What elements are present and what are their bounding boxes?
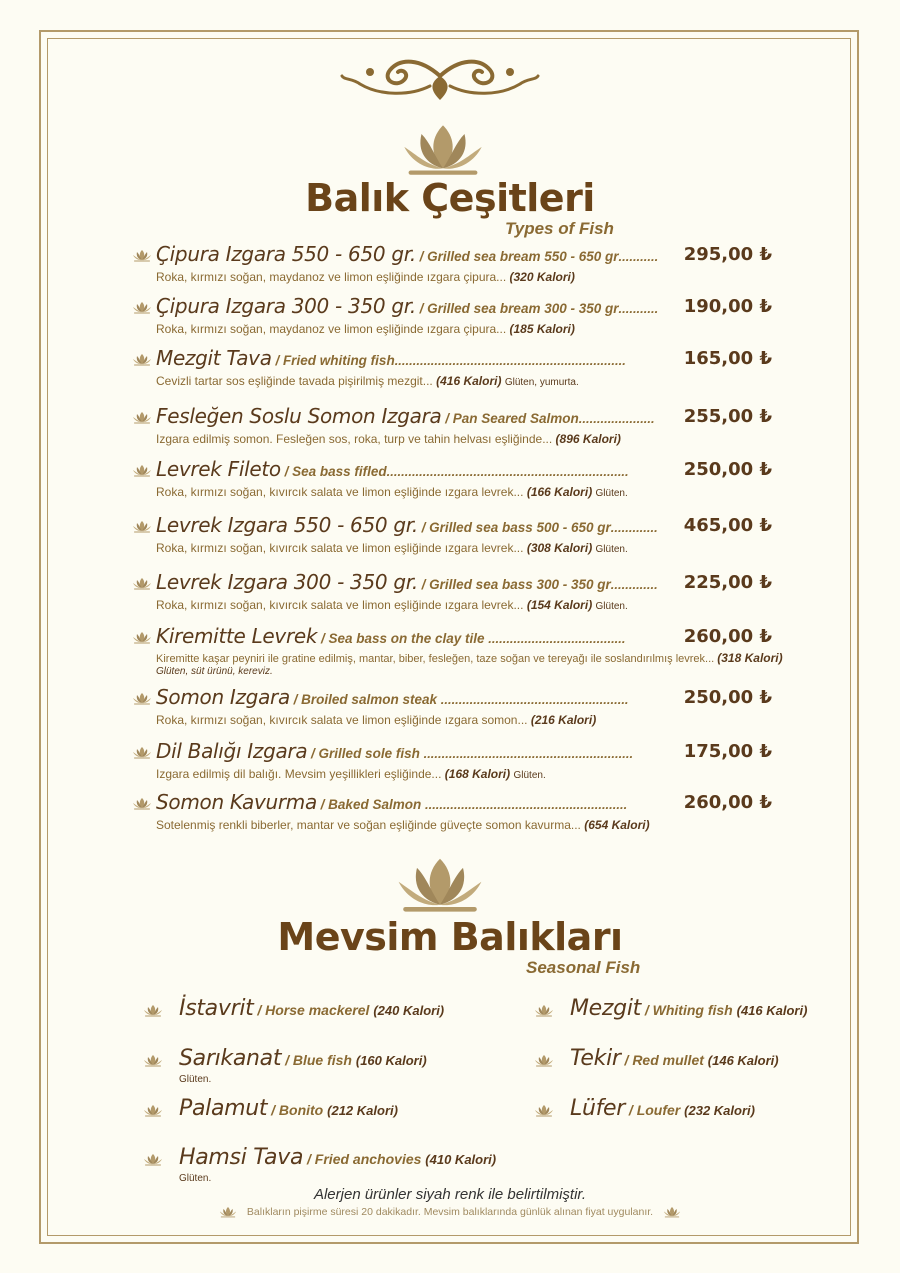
seasonal-item-name: İstavrit xyxy=(179,996,254,1021)
allergen-note: Alerjen ürünler siyah renk ile belirtilmiştir. xyxy=(313,1186,587,1203)
menu-item xyxy=(132,570,772,612)
item-allergen: Glüten. xyxy=(513,770,546,781)
seasonal-item-calories: (410 Kalori) xyxy=(425,1152,497,1167)
item-english-name: / Sea bass fifled xyxy=(280,464,387,479)
menu-item xyxy=(132,624,783,677)
lotus-bullet-icon xyxy=(534,1104,554,1117)
seasonal-item-calories: (416 Kalori) xyxy=(736,1003,808,1018)
item-calories: (896 Kalori) xyxy=(555,432,621,446)
item-price: 255,00 ₺ xyxy=(683,406,772,427)
seasonal-item-calories: (160 Kalori) xyxy=(355,1053,427,1068)
seasonal-item-name: Hamsi Tava xyxy=(179,1145,304,1170)
item-price: 165,00 ₺ xyxy=(683,348,772,369)
item-description: Cevizli tartar sos eşliğinde tavada pişirilmiş mezgit... xyxy=(156,374,433,388)
item-description: Izgara edilmiş somon. Fesleğen sos, roka, turp ve tahin helvası eşliğinde... xyxy=(156,432,553,446)
seasonal-item-english: / Bonito xyxy=(267,1102,328,1118)
seasonal-item-name: Lüfer xyxy=(570,1096,626,1121)
item-price: 175,00 ₺ xyxy=(683,741,772,762)
ornament-icon xyxy=(340,56,540,106)
item-english-name: / Pan Seared Salmon xyxy=(441,411,579,426)
item-dots: ................................................................... xyxy=(386,464,629,479)
item-allergen: Glüten. xyxy=(595,488,628,499)
item-calories: (216 Kalori) xyxy=(530,713,597,727)
seasonal-item-calories: (232 Kalori) xyxy=(684,1103,755,1118)
lotus-logo-icon xyxy=(400,120,486,178)
item-name: Somon Kavurma xyxy=(156,790,317,814)
seasonal-item-english: / Blue fish xyxy=(281,1052,356,1068)
menu-item xyxy=(132,685,772,727)
item-allergen: Glüten, süt ürünü, kereviz. xyxy=(156,666,273,677)
lotus-bullet-icon xyxy=(132,631,152,644)
lotus-bullet-icon xyxy=(132,746,152,759)
item-calories: (168 Kalori) xyxy=(444,767,511,781)
item-calories: (308 Kalori) xyxy=(526,541,593,555)
item-dots: ........... xyxy=(618,301,659,316)
cooking-note: Balıkların pişirme süresi 20 dakikadır. Mevsim balıklarında günlük alınan fiyat uygulanır. xyxy=(246,1206,654,1218)
menu-item xyxy=(132,739,772,781)
menu-item xyxy=(132,457,772,499)
seasonal-subtitle: Seasonal Fish xyxy=(526,958,641,977)
menu-item xyxy=(132,346,772,388)
lotus-bullet-icon xyxy=(143,1104,163,1117)
item-price: 225,00 ₺ xyxy=(683,572,772,593)
item-price: 465,00 ₺ xyxy=(683,515,772,536)
seasonal-item-allergen: Glüten. xyxy=(179,1074,212,1085)
seasonal-item-english: / Horse mackerel xyxy=(253,1002,374,1018)
item-english-name: / Broiled salmon steak xyxy=(289,692,441,707)
lotus-bullet-icon xyxy=(132,353,152,366)
seasonal-item-english: / Loufer xyxy=(625,1102,685,1118)
item-price: 295,00 ₺ xyxy=(683,244,772,265)
item-english-name: / Grilled sole fish xyxy=(307,746,424,761)
seasonal-item-calories: (212 Kalori) xyxy=(327,1103,398,1118)
item-price: 250,00 ₺ xyxy=(683,687,772,708)
lotus-bullet-icon xyxy=(132,464,152,477)
item-description: Roka, kırmızı soğan, kıvırcık salata ve limon eşliğinde ızgara levrek... xyxy=(156,541,524,555)
item-calories: (185 Kalori) xyxy=(509,322,575,336)
lotus-bullet-icon xyxy=(663,1206,681,1218)
item-english-name: / Baked Salmon xyxy=(316,797,425,812)
seasonal-title: Mevsim Balıkları xyxy=(277,915,623,959)
item-price: 250,00 ₺ xyxy=(683,459,772,480)
item-calories: (320 Kalori) xyxy=(509,270,575,284)
item-english-name: / Grilled sea bream 550 - 650 gr xyxy=(415,249,619,264)
item-calories: (318 Kalori) xyxy=(717,651,783,665)
item-name: Kiremitte Levrek xyxy=(156,624,318,648)
item-price: 260,00 ₺ xyxy=(683,626,772,647)
item-allergen: Glüten, yumurta. xyxy=(504,377,579,388)
seasonal-item-calories: (146 Kalori) xyxy=(707,1053,779,1068)
menu-item xyxy=(132,242,772,284)
item-calories: (654 Kalori) xyxy=(584,818,650,832)
lotus-bullet-icon xyxy=(132,577,152,590)
menu-item xyxy=(132,513,772,555)
item-name: Levrek Izgara 550 - 650 gr. xyxy=(156,513,418,537)
item-name: Fesleğen Soslu Somon Izgara xyxy=(156,404,442,428)
item-name: Somon Izgara xyxy=(156,685,290,709)
lotus-bullet-icon xyxy=(132,249,152,262)
item-dots: ............. xyxy=(610,520,658,535)
page-title: Balık Çeşitleri xyxy=(305,176,595,220)
item-description: Izgara edilmiş dil balığı. Mevsim yeşillikleri eşliğinde... xyxy=(156,767,442,781)
lotus-bullet-icon xyxy=(219,1206,237,1218)
item-english-name: / Grilled sea bass 300 - 350 gr xyxy=(417,577,611,592)
item-name: Levrek Izgara 300 - 350 gr. xyxy=(156,570,418,594)
item-allergen: Glüten. xyxy=(595,544,628,555)
item-calories: (416 Kalori) xyxy=(436,374,502,388)
page-subtitle: Types of Fish xyxy=(505,219,614,238)
item-dots: ..................... xyxy=(578,411,655,426)
lotus-bullet-icon xyxy=(132,797,152,810)
item-dots: .......................................................... xyxy=(423,746,634,761)
seasonal-item-name: Tekir xyxy=(570,1046,621,1071)
item-dots: ........... xyxy=(618,249,659,264)
item-description: Kiremitte kaşar peyniri ile gratine edilmiş, mantar, biber, fesleğen, taze soğan ve tereyağı ile soslandırılmış levrek... xyxy=(156,653,715,665)
lotus-bullet-icon xyxy=(534,1054,554,1067)
item-name: Dil Balığı Izgara xyxy=(156,739,308,763)
item-allergen: Glüten. xyxy=(595,601,628,612)
item-name: Çipura Izgara 550 - 650 gr. xyxy=(156,242,416,266)
item-calories: (154 Kalori) xyxy=(526,598,593,612)
item-description: Roka, kırmızı soğan, kıvırcık salata ve limon eşliğinde ızgara levrek... xyxy=(156,485,524,499)
lotus-bullet-icon xyxy=(132,692,152,705)
item-name: Mezgit Tava xyxy=(156,346,272,370)
lotus-logo-icon xyxy=(394,853,486,915)
item-price: 190,00 ₺ xyxy=(683,296,772,317)
seasonal-item-name: Mezgit xyxy=(570,996,641,1021)
seasonal-item-english: / Whiting fish xyxy=(640,1002,737,1018)
lotus-bullet-icon xyxy=(534,1004,554,1017)
menu-item xyxy=(132,294,772,336)
item-english-name: / Sea bass on the clay tile xyxy=(317,631,489,646)
item-calories: (166 Kalori) xyxy=(526,485,593,499)
item-name: Levrek Fileto xyxy=(156,457,281,481)
item-description: Roka, kırmızı soğan, kıvırcık salata ve limon eşliğinde ızgara somon... xyxy=(156,713,528,727)
item-dots: ...................................... xyxy=(488,631,626,646)
item-price: 260,00 ₺ xyxy=(683,792,772,813)
item-dots: ............. xyxy=(610,577,658,592)
item-name: Çipura Izgara 300 - 350 gr. xyxy=(156,294,416,318)
lotus-bullet-icon xyxy=(143,1153,163,1166)
item-description: Roka, kırmızı soğan, maydanoz ve limon eşliğinde ızgara çipura... xyxy=(156,270,507,284)
lotus-bullet-icon xyxy=(132,411,152,424)
item-description: Roka, kırmızı soğan, kıvırcık salata ve limon eşliğinde ızgara levrek... xyxy=(156,598,524,612)
item-description: Roka, kırmızı soğan, maydanoz ve limon eşliğinde ızgara çipura... xyxy=(156,322,507,336)
item-description: Sotelenmiş renkli biberler, mantar ve soğan eşliğinde güveçte somon kavurma... xyxy=(156,818,581,832)
cooking-note-row xyxy=(0,1206,900,1218)
menu-item xyxy=(132,404,772,446)
item-dots: ................................................................ xyxy=(394,353,626,368)
item-english-name: / Grilled sea bream 300 - 350 gr xyxy=(415,301,619,316)
item-english-name: / Grilled sea bass 500 - 650 gr xyxy=(417,520,611,535)
seasonal-item-name: Palamut xyxy=(179,1096,268,1121)
item-dots: .................................................... xyxy=(440,692,629,707)
seasonal-item-english: / Red mullet xyxy=(620,1052,708,1068)
seasonal-item-allergen: Glüten. xyxy=(179,1173,212,1184)
seasonal-item-calories: (240 Kalori) xyxy=(373,1003,445,1018)
lotus-bullet-icon xyxy=(143,1054,163,1067)
seasonal-item-name: Sarıkanat xyxy=(179,1046,282,1071)
item-dots: ........................................................ xyxy=(424,797,628,812)
lotus-bullet-icon xyxy=(132,301,152,314)
menu-item xyxy=(132,790,772,832)
lotus-bullet-icon xyxy=(143,1004,163,1017)
seasonal-item-english: / Fried anchovies xyxy=(303,1151,426,1167)
lotus-bullet-icon xyxy=(132,520,152,533)
item-english-name: / Fried whiting fish xyxy=(271,353,395,368)
